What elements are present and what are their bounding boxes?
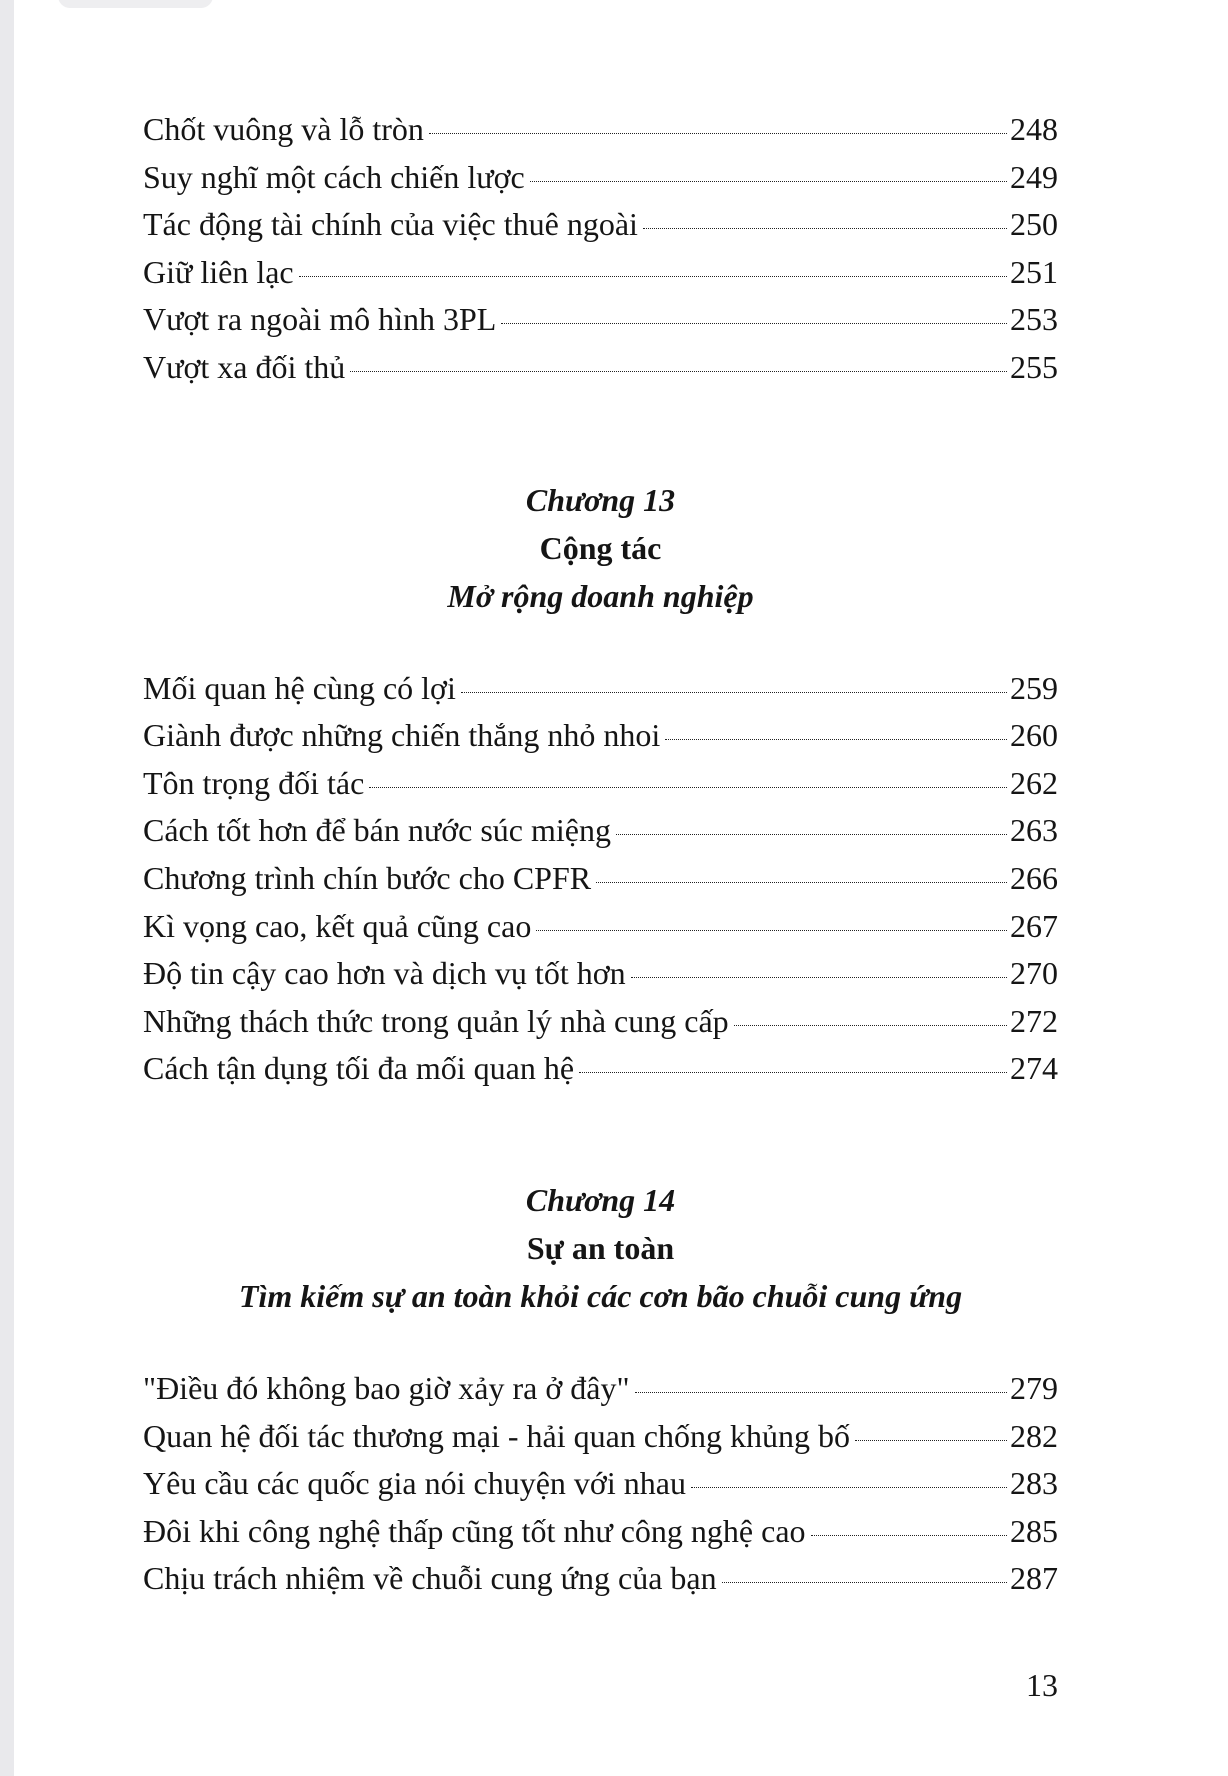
dot-leader bbox=[811, 1535, 1007, 1536]
toc-entry-title: Kì vọng cao, kết quả cũng cao bbox=[143, 907, 532, 944]
chapter-title: Cộng tác bbox=[539, 529, 662, 566]
dot-leader bbox=[536, 930, 1007, 931]
toc-entry[interactable] bbox=[143, 855, 1058, 903]
dot-leader bbox=[501, 323, 1007, 324]
toc-entry-title: "Điều đó không bao giờ xảy ra ở đây" bbox=[143, 1369, 630, 1406]
dot-leader bbox=[643, 228, 1007, 229]
toc-entry-page: 249 bbox=[1010, 158, 1058, 195]
toc-entry[interactable] bbox=[143, 1508, 1058, 1556]
chapter-subtitle: Mở rộng doanh nghiệp bbox=[447, 577, 754, 614]
toc-entry-title: Suy nghĩ một cách chiến lược bbox=[143, 158, 525, 195]
toc-entry-page: 260 bbox=[1010, 717, 1058, 754]
dot-leader bbox=[579, 1072, 1007, 1073]
toc-entry-page: 251 bbox=[1010, 253, 1058, 290]
toc-entry-page: 287 bbox=[1010, 1560, 1058, 1597]
toc-entry-title: Chốt vuông và lỗ tròn bbox=[143, 111, 424, 147]
toc-entry[interactable] bbox=[143, 998, 1058, 1046]
toc-entry[interactable] bbox=[143, 1365, 1058, 1413]
toc-entry-page: 263 bbox=[1010, 812, 1058, 849]
toc-entry-title: Tác động tài chính của việc thuê ngoài bbox=[143, 206, 638, 243]
toc-entry-title: Chịu trách nhiệm về chuỗi cung ứng của bạn bbox=[143, 1560, 717, 1597]
toc-entry-title: Mối quan hệ cùng có lợi bbox=[143, 669, 456, 706]
toc-entry-title: Đôi khi công nghệ thấp cũng tốt như công nghệ cao bbox=[143, 1512, 806, 1549]
dot-leader bbox=[369, 787, 1007, 788]
toc-entry-title: Cách tốt hơn để bán nước súc miệng bbox=[143, 812, 611, 849]
toc-entry-page: 250 bbox=[1010, 206, 1058, 243]
dot-leader bbox=[855, 1440, 1007, 1441]
toc-entry[interactable] bbox=[143, 1555, 1058, 1603]
toc-entry-page: 267 bbox=[1010, 907, 1058, 944]
chapter-subtitle: Tìm kiếm sự an toàn khỏi các cơn bão chuỗi cung ứng bbox=[238, 1277, 963, 1314]
chapter-title: Sự an toàn bbox=[526, 1229, 675, 1266]
chapter-number: Chương 14 bbox=[525, 1181, 676, 1218]
toc-entry[interactable] bbox=[143, 1045, 1058, 1093]
dot-leader bbox=[734, 1025, 1007, 1026]
dot-leader bbox=[665, 739, 1007, 740]
toc-entry[interactable] bbox=[143, 1460, 1058, 1508]
toc-entry-title: Chương trình chín bước cho CPFR bbox=[143, 859, 592, 896]
toc-entry[interactable] bbox=[143, 296, 1058, 344]
toc-list-chapter-14 bbox=[143, 1365, 1058, 1603]
toc-entry-page: 262 bbox=[1010, 764, 1058, 801]
toc-entry-page: 283 bbox=[1010, 1465, 1058, 1502]
dot-leader bbox=[722, 1582, 1007, 1583]
toc-entry[interactable] bbox=[143, 154, 1058, 202]
toc-entry-title: Cách tận dụng tối đa mối quan hệ bbox=[143, 1050, 575, 1087]
toc-entry[interactable] bbox=[143, 665, 1058, 713]
toc-entry[interactable] bbox=[143, 903, 1058, 951]
toc-entry[interactable] bbox=[143, 201, 1058, 249]
toc-entry-page: 266 bbox=[1010, 859, 1058, 896]
dot-leader bbox=[631, 977, 1007, 978]
toc-entry-title: Độ tin cậy cao hơn và dịch vụ tốt hơn bbox=[143, 955, 626, 992]
dot-leader bbox=[461, 692, 1007, 693]
toc-entry-page: 272 bbox=[1010, 1002, 1058, 1039]
toc-entry-page: 255 bbox=[1010, 348, 1058, 385]
dot-leader bbox=[616, 834, 1007, 835]
toc-entry-title: Giành được những chiến thắng nhỏ nhoi bbox=[143, 717, 661, 754]
toc-list-chapter-12-continued bbox=[143, 106, 1058, 392]
toc-entry[interactable] bbox=[143, 1413, 1058, 1461]
chapter-14-heading bbox=[143, 1176, 1058, 1320]
toc-entry-title: Tôn trọng đối tác bbox=[143, 764, 365, 801]
page-number: 13 bbox=[1026, 1667, 1058, 1703]
dot-leader bbox=[429, 133, 1007, 134]
toc-entry[interactable] bbox=[143, 106, 1058, 154]
dot-leader bbox=[691, 1487, 1007, 1488]
chapter-13-heading bbox=[143, 476, 1058, 620]
dot-leader bbox=[635, 1392, 1007, 1393]
toc-entry-page: 282 bbox=[1010, 1417, 1058, 1454]
dot-leader bbox=[596, 882, 1007, 883]
toc-entry-title: Những thách thức trong quản lý nhà cung cấp bbox=[143, 1002, 729, 1039]
chapter-number: Chương 13 bbox=[525, 481, 676, 518]
toc-entry-page: 285 bbox=[1010, 1512, 1058, 1549]
toc-entry[interactable] bbox=[143, 950, 1058, 998]
dot-leader bbox=[350, 371, 1007, 372]
toc-entry-page: 270 bbox=[1010, 955, 1058, 992]
toc-entry-title: Giữ liên lạc bbox=[143, 253, 294, 290]
toc-entry[interactable] bbox=[143, 249, 1058, 297]
toc-entry[interactable] bbox=[143, 344, 1058, 392]
toc-entry[interactable] bbox=[143, 760, 1058, 808]
toc-entry-title: Quan hệ đối tác thương mại - hải quan chống khủng bố bbox=[143, 1417, 850, 1454]
toc-entry[interactable] bbox=[143, 712, 1058, 760]
toc-entry-page: 274 bbox=[1010, 1050, 1058, 1087]
dot-leader bbox=[530, 181, 1007, 182]
toc-entry-page: 253 bbox=[1010, 301, 1058, 338]
toc-entry-title: Yêu cầu các quốc gia nói chuyện với nhau bbox=[143, 1465, 686, 1502]
viewer-top-tab bbox=[58, 0, 213, 8]
table-of-contents bbox=[143, 106, 1058, 1603]
toc-entry-page: 259 bbox=[1010, 669, 1058, 706]
toc-entry[interactable] bbox=[143, 807, 1058, 855]
toc-entry-title: Vượt ra ngoài mô hình 3PL bbox=[143, 301, 497, 338]
toc-entry-page: 248 bbox=[1010, 111, 1058, 147]
toc-list-chapter-13 bbox=[143, 665, 1058, 1093]
toc-entry-page: 279 bbox=[1010, 1369, 1058, 1406]
viewer-page-edge bbox=[0, 0, 14, 1776]
toc-entry-title: Vượt xa đối thủ bbox=[143, 348, 346, 385]
dot-leader bbox=[299, 276, 1007, 277]
